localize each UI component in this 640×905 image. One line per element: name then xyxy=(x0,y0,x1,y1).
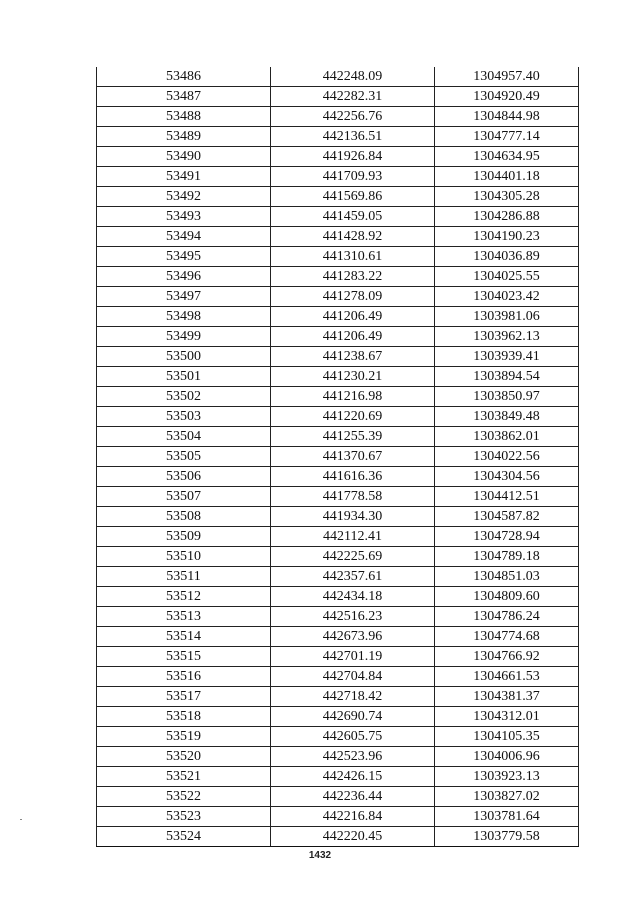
x-coordinate-cell: 442673.96 xyxy=(271,627,435,647)
point-id-cell: 53491 xyxy=(97,167,271,187)
page-number: 1432 xyxy=(308,850,332,861)
y-coordinate-cell: 1303862.01 xyxy=(435,427,579,447)
x-coordinate-cell: 441238.67 xyxy=(271,347,435,367)
point-id-cell: 53486 xyxy=(97,67,271,87)
x-coordinate-cell: 442256.76 xyxy=(271,107,435,127)
y-coordinate-cell: 1304006.96 xyxy=(435,747,579,767)
y-coordinate-cell: 1304401.18 xyxy=(435,167,579,187)
table-row xyxy=(97,767,579,787)
y-coordinate-cell: 1303827.02 xyxy=(435,787,579,807)
table-row xyxy=(97,527,579,547)
y-coordinate-cell: 1304774.68 xyxy=(435,627,579,647)
table-row xyxy=(97,247,579,267)
x-coordinate-cell: 441310.61 xyxy=(271,247,435,267)
point-id-cell: 53512 xyxy=(97,587,271,607)
point-id-cell: 53490 xyxy=(97,147,271,167)
point-id-cell: 53518 xyxy=(97,707,271,727)
x-coordinate-cell: 441459.05 xyxy=(271,207,435,227)
x-coordinate-cell: 442220.45 xyxy=(271,827,435,847)
x-coordinate-cell: 442718.42 xyxy=(271,687,435,707)
x-coordinate-cell: 441926.84 xyxy=(271,147,435,167)
y-coordinate-cell: 1304661.53 xyxy=(435,667,579,687)
table-row xyxy=(97,587,579,607)
table-row xyxy=(97,327,579,347)
y-coordinate-cell: 1303779.58 xyxy=(435,827,579,847)
y-coordinate-cell: 1304957.40 xyxy=(435,67,579,87)
point-id-cell: 53513 xyxy=(97,607,271,627)
x-coordinate-cell: 442136.51 xyxy=(271,127,435,147)
x-coordinate-cell: 442701.19 xyxy=(271,647,435,667)
table-row xyxy=(97,307,579,327)
point-id-cell: 53489 xyxy=(97,127,271,147)
x-coordinate-cell: 441709.93 xyxy=(271,167,435,187)
table-row xyxy=(97,447,579,467)
y-coordinate-cell: 1304634.95 xyxy=(435,147,579,167)
x-coordinate-cell: 442357.61 xyxy=(271,567,435,587)
x-coordinate-cell: 441255.39 xyxy=(271,427,435,447)
x-coordinate-cell: 442216.84 xyxy=(271,807,435,827)
y-coordinate-cell: 1304305.28 xyxy=(435,187,579,207)
point-id-cell: 53498 xyxy=(97,307,271,327)
x-coordinate-cell: 442426.15 xyxy=(271,767,435,787)
y-coordinate-cell: 1304789.18 xyxy=(435,547,579,567)
y-coordinate-cell: 1303850.97 xyxy=(435,387,579,407)
table-row xyxy=(97,147,579,167)
x-coordinate-cell: 441370.67 xyxy=(271,447,435,467)
point-id-cell: 53499 xyxy=(97,327,271,347)
x-coordinate-cell: 442523.96 xyxy=(271,747,435,767)
table-row xyxy=(97,107,579,127)
table-row xyxy=(97,487,579,507)
table-row xyxy=(97,707,579,727)
table-row xyxy=(97,647,579,667)
point-id-cell: 53492 xyxy=(97,187,271,207)
point-id-cell: 53514 xyxy=(97,627,271,647)
table-row xyxy=(97,547,579,567)
point-id-cell: 53495 xyxy=(97,247,271,267)
table-row xyxy=(97,727,579,747)
table-row xyxy=(97,567,579,587)
point-id-cell: 53506 xyxy=(97,467,271,487)
point-id-cell: 53516 xyxy=(97,667,271,687)
table-row xyxy=(97,827,579,847)
point-id-cell: 53500 xyxy=(97,347,271,367)
table-row xyxy=(97,607,579,627)
y-coordinate-cell: 1304786.24 xyxy=(435,607,579,627)
coordinate-table-body xyxy=(97,67,579,847)
table-row xyxy=(97,267,579,287)
point-id-cell: 53494 xyxy=(97,227,271,247)
point-id-cell: 53510 xyxy=(97,547,271,567)
y-coordinate-cell: 1303939.41 xyxy=(435,347,579,367)
point-id-cell: 53508 xyxy=(97,507,271,527)
x-coordinate-cell: 441206.49 xyxy=(271,307,435,327)
x-coordinate-cell: 441283.22 xyxy=(271,267,435,287)
y-coordinate-cell: 1303981.06 xyxy=(435,307,579,327)
y-coordinate-cell: 1303923.13 xyxy=(435,767,579,787)
y-coordinate-cell: 1304920.49 xyxy=(435,87,579,107)
y-coordinate-cell: 1304587.82 xyxy=(435,507,579,527)
point-id-cell: 53504 xyxy=(97,427,271,447)
y-coordinate-cell: 1304022.56 xyxy=(435,447,579,467)
table-row xyxy=(97,427,579,447)
point-id-cell: 53502 xyxy=(97,387,271,407)
coordinate-table xyxy=(96,67,579,847)
point-id-cell: 53517 xyxy=(97,687,271,707)
table-row xyxy=(97,167,579,187)
point-id-cell: 53497 xyxy=(97,287,271,307)
x-coordinate-cell: 442282.31 xyxy=(271,87,435,107)
point-id-cell: 53515 xyxy=(97,647,271,667)
point-id-cell: 53511 xyxy=(97,567,271,587)
point-id-cell: 53496 xyxy=(97,267,271,287)
x-coordinate-cell: 442434.18 xyxy=(271,587,435,607)
table-row xyxy=(97,387,579,407)
x-coordinate-cell: 441778.58 xyxy=(271,487,435,507)
point-id-cell: 53509 xyxy=(97,527,271,547)
table-row xyxy=(97,187,579,207)
point-id-cell: 53487 xyxy=(97,87,271,107)
scan-speck xyxy=(20,819,22,820)
x-coordinate-cell: 441428.92 xyxy=(271,227,435,247)
table-row xyxy=(97,507,579,527)
point-id-cell: 53493 xyxy=(97,207,271,227)
table-row xyxy=(97,667,579,687)
table-row xyxy=(97,127,579,147)
y-coordinate-cell: 1304025.55 xyxy=(435,267,579,287)
y-coordinate-cell: 1304851.03 xyxy=(435,567,579,587)
table-row xyxy=(97,627,579,647)
y-coordinate-cell: 1304190.23 xyxy=(435,227,579,247)
x-coordinate-cell: 441230.21 xyxy=(271,367,435,387)
x-coordinate-cell: 441220.69 xyxy=(271,407,435,427)
table-row xyxy=(97,687,579,707)
x-coordinate-cell: 442248.09 xyxy=(271,67,435,87)
x-coordinate-cell: 441206.49 xyxy=(271,327,435,347)
y-coordinate-cell: 1304304.56 xyxy=(435,467,579,487)
table-row xyxy=(97,207,579,227)
x-coordinate-cell: 442112.41 xyxy=(271,527,435,547)
x-coordinate-cell: 442236.44 xyxy=(271,787,435,807)
y-coordinate-cell: 1304381.37 xyxy=(435,687,579,707)
x-coordinate-cell: 441569.86 xyxy=(271,187,435,207)
y-coordinate-cell: 1304412.51 xyxy=(435,487,579,507)
x-coordinate-cell: 442605.75 xyxy=(271,727,435,747)
point-id-cell: 53488 xyxy=(97,107,271,127)
y-coordinate-cell: 1303894.54 xyxy=(435,367,579,387)
table-row xyxy=(97,227,579,247)
y-coordinate-cell: 1304286.88 xyxy=(435,207,579,227)
point-id-cell: 53519 xyxy=(97,727,271,747)
y-coordinate-cell: 1304036.89 xyxy=(435,247,579,267)
table-row xyxy=(97,87,579,107)
y-coordinate-cell: 1304766.92 xyxy=(435,647,579,667)
y-coordinate-cell: 1303849.48 xyxy=(435,407,579,427)
y-coordinate-cell: 1303962.13 xyxy=(435,327,579,347)
x-coordinate-cell: 442690.74 xyxy=(271,707,435,727)
point-id-cell: 53501 xyxy=(97,367,271,387)
y-coordinate-cell: 1304023.42 xyxy=(435,287,579,307)
point-id-cell: 53522 xyxy=(97,787,271,807)
y-coordinate-cell: 1304312.01 xyxy=(435,707,579,727)
point-id-cell: 53503 xyxy=(97,407,271,427)
table-row xyxy=(97,67,579,87)
y-coordinate-cell: 1304844.98 xyxy=(435,107,579,127)
table-row xyxy=(97,747,579,767)
point-id-cell: 53520 xyxy=(97,747,271,767)
point-id-cell: 53521 xyxy=(97,767,271,787)
y-coordinate-cell: 1304105.35 xyxy=(435,727,579,747)
point-id-cell: 53523 xyxy=(97,807,271,827)
x-coordinate-cell: 442516.23 xyxy=(271,607,435,627)
y-coordinate-cell: 1304777.14 xyxy=(435,127,579,147)
y-coordinate-cell: 1304728.94 xyxy=(435,527,579,547)
table-row xyxy=(97,407,579,427)
table-row xyxy=(97,787,579,807)
point-id-cell: 53507 xyxy=(97,487,271,507)
table-row xyxy=(97,467,579,487)
y-coordinate-cell: 1303781.64 xyxy=(435,807,579,827)
x-coordinate-cell: 441616.36 xyxy=(271,467,435,487)
y-coordinate-cell: 1304809.60 xyxy=(435,587,579,607)
x-coordinate-cell: 441934.30 xyxy=(271,507,435,527)
point-id-cell: 53505 xyxy=(97,447,271,467)
table-row xyxy=(97,807,579,827)
x-coordinate-cell: 441278.09 xyxy=(271,287,435,307)
point-id-cell: 53524 xyxy=(97,827,271,847)
x-coordinate-cell: 442225.69 xyxy=(271,547,435,567)
table-row xyxy=(97,287,579,307)
x-coordinate-cell: 441216.98 xyxy=(271,387,435,407)
table-row xyxy=(97,367,579,387)
x-coordinate-cell: 442704.84 xyxy=(271,667,435,687)
table-row xyxy=(97,347,579,367)
